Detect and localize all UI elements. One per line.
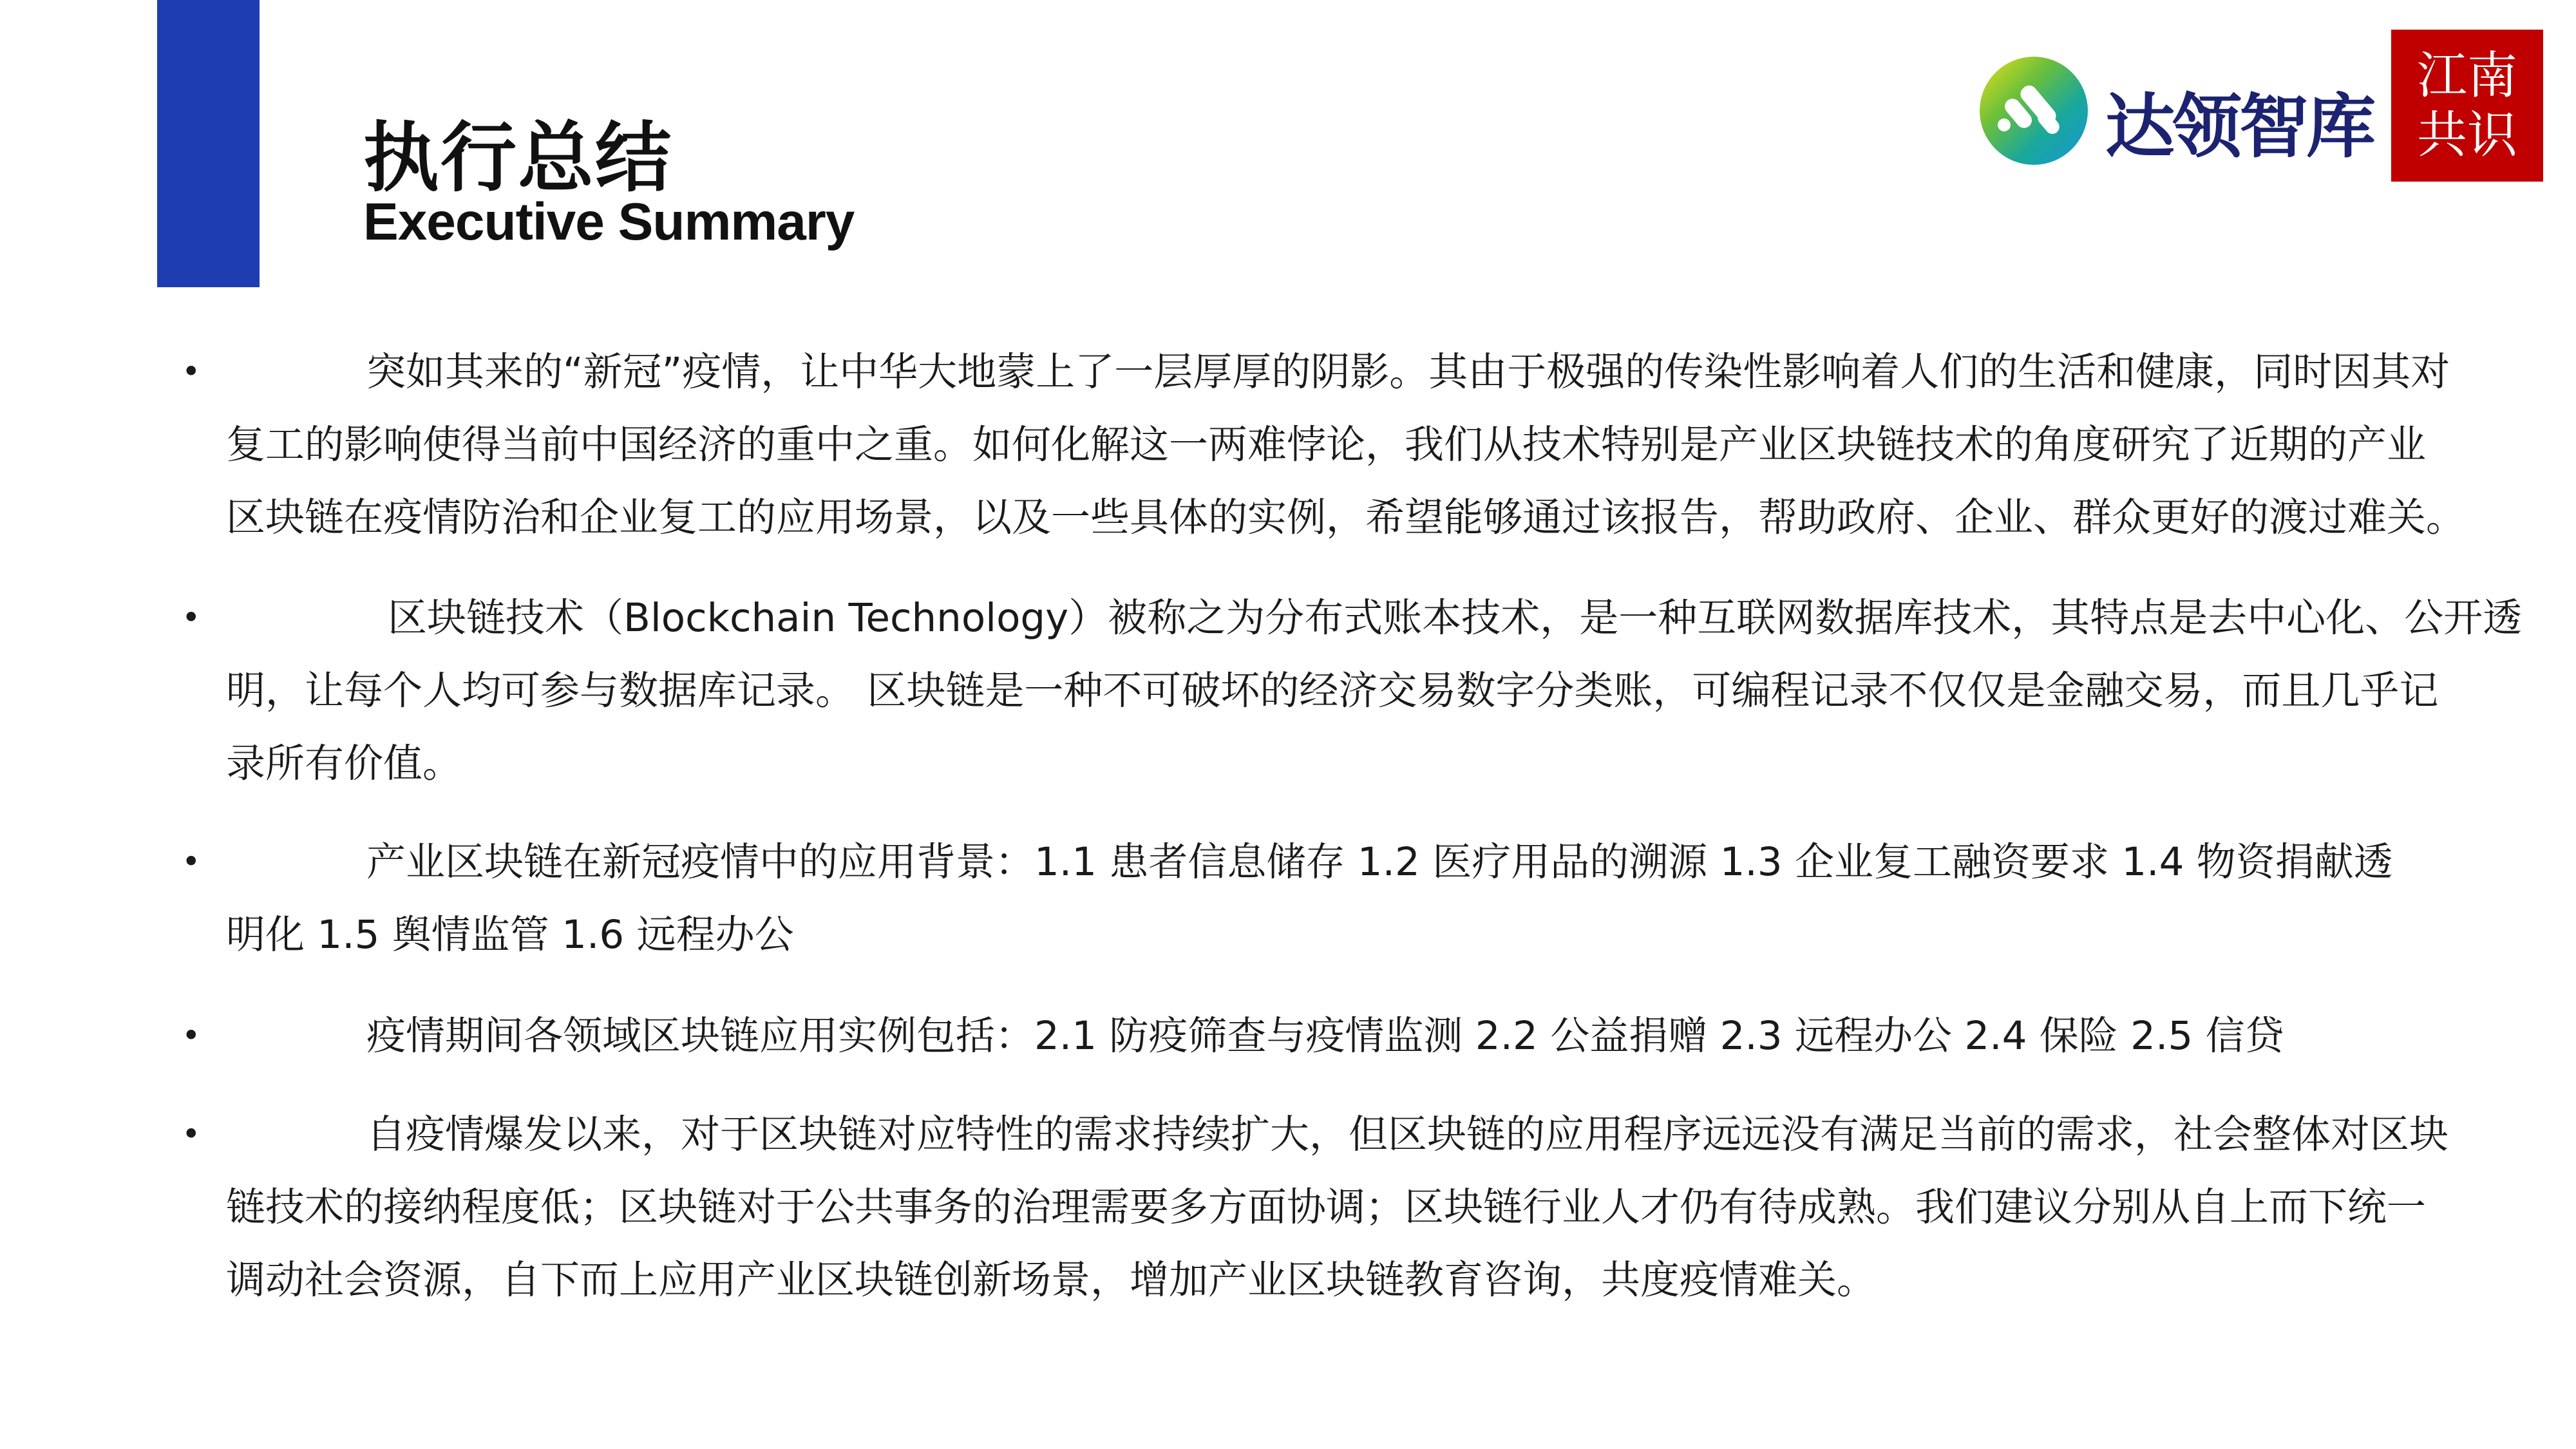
paragraph-line: 明，让每个人均可参与数据库记录。 区块链是一种不可破坏的经济交易数字分类账，可编程记录不仅仅是金融交易，而且几乎记	[226, 668, 2439, 714]
paragraph-line: 复工的影响使得当前中国经济的重中之重。如何化解这一两难悖论，我们从技术特别是产业区块链技术的角度研究了近期的产业	[226, 422, 2427, 468]
page-title: 执行总结	[363, 113, 673, 202]
paragraph-line: 自疫情爆发以来，对于区块链对应特性的需求持续扩大，但区块链的应用程序远远没有满足当前的需求，社会整体对区块	[366, 1112, 2449, 1157]
paragraph-line: 明化 1.5 舆情监管 1.6 远程办公	[226, 912, 794, 958]
summary-paragraph-3	[182, 826, 2539, 974]
paragraph-line: 链技术的接纳程度低；区块链对于公共事务的治理需要多方面协调；区块链行业人才仍有待成熟。我们建议分别从自上而下统一	[226, 1184, 2427, 1230]
jiangnan-consensus-seal	[2391, 30, 2543, 182]
paragraph-line: 录所有价值。	[226, 741, 462, 786]
paragraph-line: 产业区块链在新冠疫情中的应用背景：1.1 患者信息储存 1.2 医疗用品的溯源 1.3 企业复工融资要求 1.4 物资捐献透	[366, 839, 2393, 885]
bullet-icon: •	[182, 353, 201, 390]
bullet-icon: •	[182, 843, 201, 880]
seal-line: 江南	[2416, 47, 2517, 105]
paragraph-line: 区块链技术（Blockchain Technology）被称之为分布式账本技术，是一种互联网数据库技术，其特点是去中心化、公开透	[388, 595, 2523, 641]
dalin-think-tank-logo	[1980, 57, 2398, 166]
summary-paragraph-4	[182, 999, 2539, 1072]
summary-paragraph-2	[182, 582, 2539, 800]
bullet-icon: •	[182, 1115, 201, 1153]
summary-paragraph-1	[182, 336, 2539, 554]
bullet-icon: •	[182, 1017, 201, 1054]
summary-paragraph-5	[182, 1098, 2539, 1317]
seal-line: 共识	[2416, 106, 2517, 164]
logo-text: 达领智库	[2105, 87, 2374, 167]
paragraph-line: 疫情期间各领域区块链应用实例包括：2.1 防疫筛查与疫情监测 2.2 公益捐赠 2.3 远程办公 2.4 保险 2.5 信贷	[366, 1013, 2284, 1059]
paragraph-line: 调动社会资源，自下而上应用产业区块链创新场景，增加产业区块链教育咨询，共度疫情难关。	[226, 1257, 1877, 1303]
bullet-icon: •	[182, 599, 201, 636]
paragraph-line: 区块链在疫情防治和企业复工的应用场景，以及一些具体的实例，希望能够通过该报告，帮助政府、企业、群众更好的渡过难关。	[226, 495, 2466, 540]
rocket-logo-icon	[1980, 57, 2088, 165]
paragraph-line: 突如其来的“新冠”疫情，让中华大地蒙上了一层厚厚的阴影。其由于极强的传染性影响着人们的生活和健康，同时因其对	[366, 349, 2450, 395]
accent-bar	[157, 0, 260, 287]
page-subtitle: Executive Summary	[363, 193, 855, 251]
